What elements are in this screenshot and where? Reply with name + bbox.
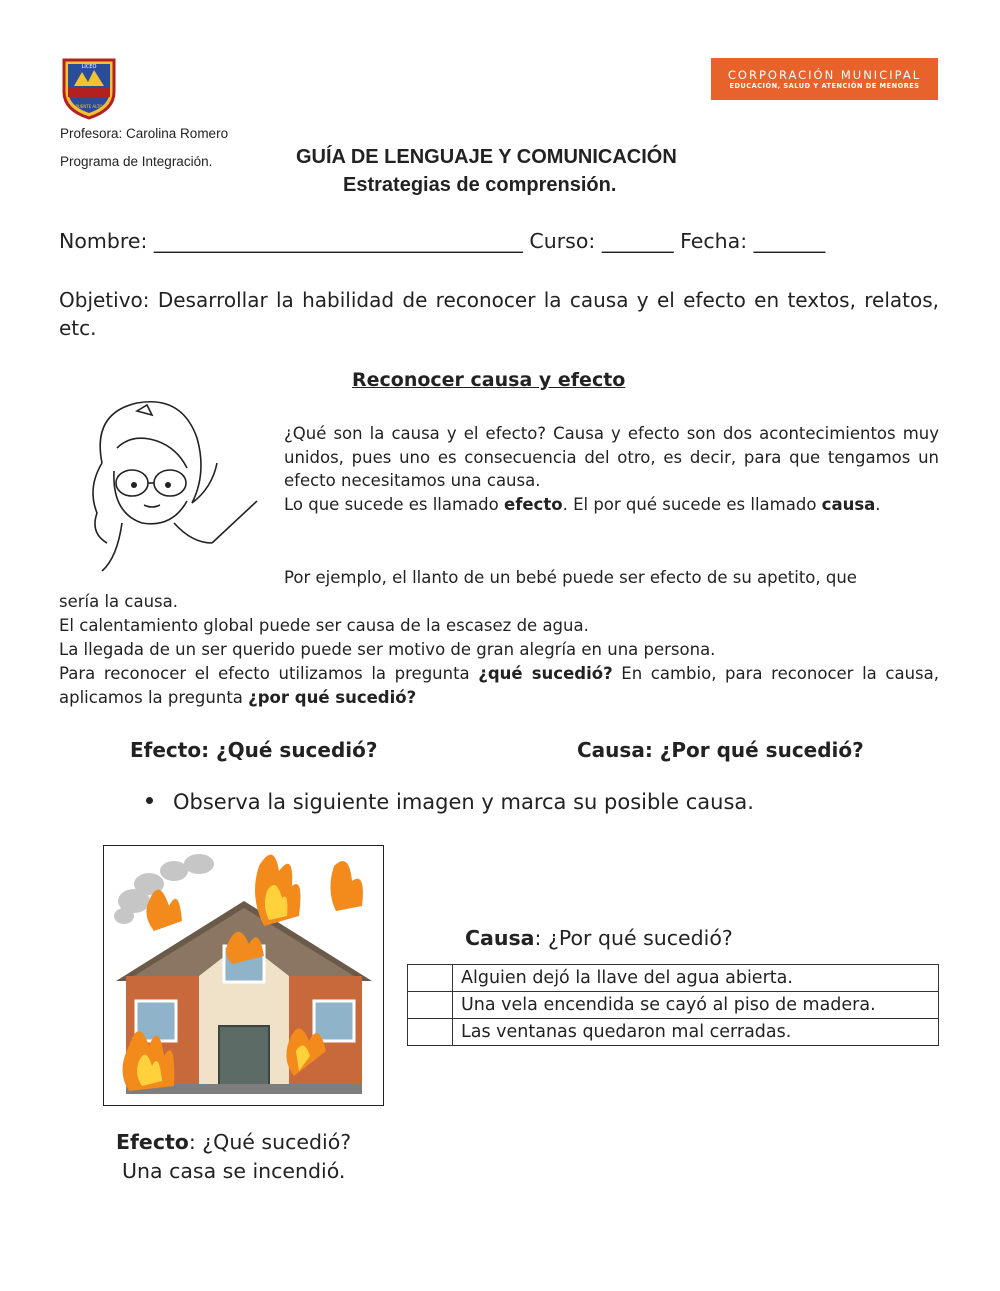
exercise-effect-heading: Efecto: ¿Qué sucedió?	[116, 1130, 352, 1154]
burning-house-icon	[104, 846, 383, 1105]
intro-paragraph-2: Lo que sucede es llamado efecto. El por qué sucede es llamado causa.	[284, 495, 881, 514]
corporation-banner	[711, 58, 938, 100]
instruction-bullet	[146, 790, 754, 814]
option-label: Las ventanas quedaron mal cerradas.	[453, 1019, 939, 1046]
section-title: Reconocer causa y efecto	[352, 369, 626, 391]
option-label: Una vela encendida se cayó al piso de madera.	[453, 992, 939, 1019]
page-subtitle: Estrategias de comprensión.	[343, 174, 617, 196]
teacher-illustration	[62, 393, 262, 573]
option-checkbox[interactable]	[408, 965, 453, 992]
table-row[interactable]	[408, 992, 939, 1019]
corporation-tagline: EDUCACIÓN, SALUD Y ATENCIÓN DE MENORES	[729, 81, 920, 90]
name-field[interactable]: ____________________________________	[153, 229, 523, 253]
course-field[interactable]: _______	[601, 229, 674, 253]
logo-bottom-text: PUENTE ALTO	[75, 104, 103, 109]
burning-house-image	[103, 845, 384, 1106]
date-field[interactable]: _______	[753, 229, 826, 253]
teacher-name: Profesora: Carolina Romero	[60, 126, 229, 141]
corporation-name: CORPORACIÓN MUNICIPAL	[727, 67, 922, 82]
name-label: Nombre:	[59, 229, 148, 253]
course-label: Curso:	[529, 229, 596, 253]
logo-top-text: LICEO	[81, 64, 97, 70]
example-global-warming: El calentamiento global puede ser causa de la escasez de agua.	[59, 616, 589, 635]
effect-question-label: Efecto: ¿Qué sucedió?	[130, 738, 378, 762]
cause-question-label: Causa: ¿Por qué sucedió?	[577, 738, 864, 762]
cause-term: causa	[821, 495, 876, 514]
intro-paragraph-1: ¿Qué son la causa y el efecto? Causa y efecto son dos acontecimientos muy unidos, pues uno es consecuencia del otro, es decir, para que tengamos un efecto necesitamos una causa.	[284, 424, 939, 491]
option-checkbox[interactable]	[408, 1019, 453, 1046]
page-title: GUÍA DE LENGUAJE Y COMUNICACIÓN	[296, 146, 677, 168]
example-line-1: Por ejemplo, el llanto de un bebé puede ser efecto de su apetito, que	[284, 568, 857, 587]
question-explanation: Para reconocer el efecto utilizamos la pregunta ¿qué sucedió? En cambio, para reconocer la causa, aplicamos la pregunta ¿por qué sucedió?	[59, 664, 939, 707]
exercise-cause-heading: Causa: ¿Por qué sucedió?	[465, 926, 733, 950]
option-label: Alguien dejó la llave del agua abierta.	[453, 965, 939, 992]
objective-text: Objetivo: Desarrollar la habilidad de reconocer la causa y el efecto en textos, relatos, etc.	[59, 288, 939, 340]
date-label: Fecha:	[680, 229, 748, 253]
school-logo	[60, 58, 118, 120]
table-row[interactable]	[408, 1019, 939, 1046]
example-line-2: sería la causa.	[59, 592, 179, 611]
program-name: Programa de Integración.	[60, 154, 213, 169]
option-checkbox[interactable]	[408, 992, 453, 1019]
cause-options-table	[407, 964, 939, 1046]
bullet-dot	[146, 797, 153, 804]
effect-term: efecto	[504, 495, 563, 514]
exercise-effect-answer: Una casa se incendió.	[122, 1159, 346, 1183]
instruction-text: Observa la siguiente imagen y marca su posible causa.	[173, 790, 754, 814]
student-info-line	[59, 229, 825, 253]
example-loved-one: La llegada de un ser querido puede ser motivo de gran alegría en una persona.	[59, 640, 716, 659]
table-row[interactable]	[408, 965, 939, 992]
